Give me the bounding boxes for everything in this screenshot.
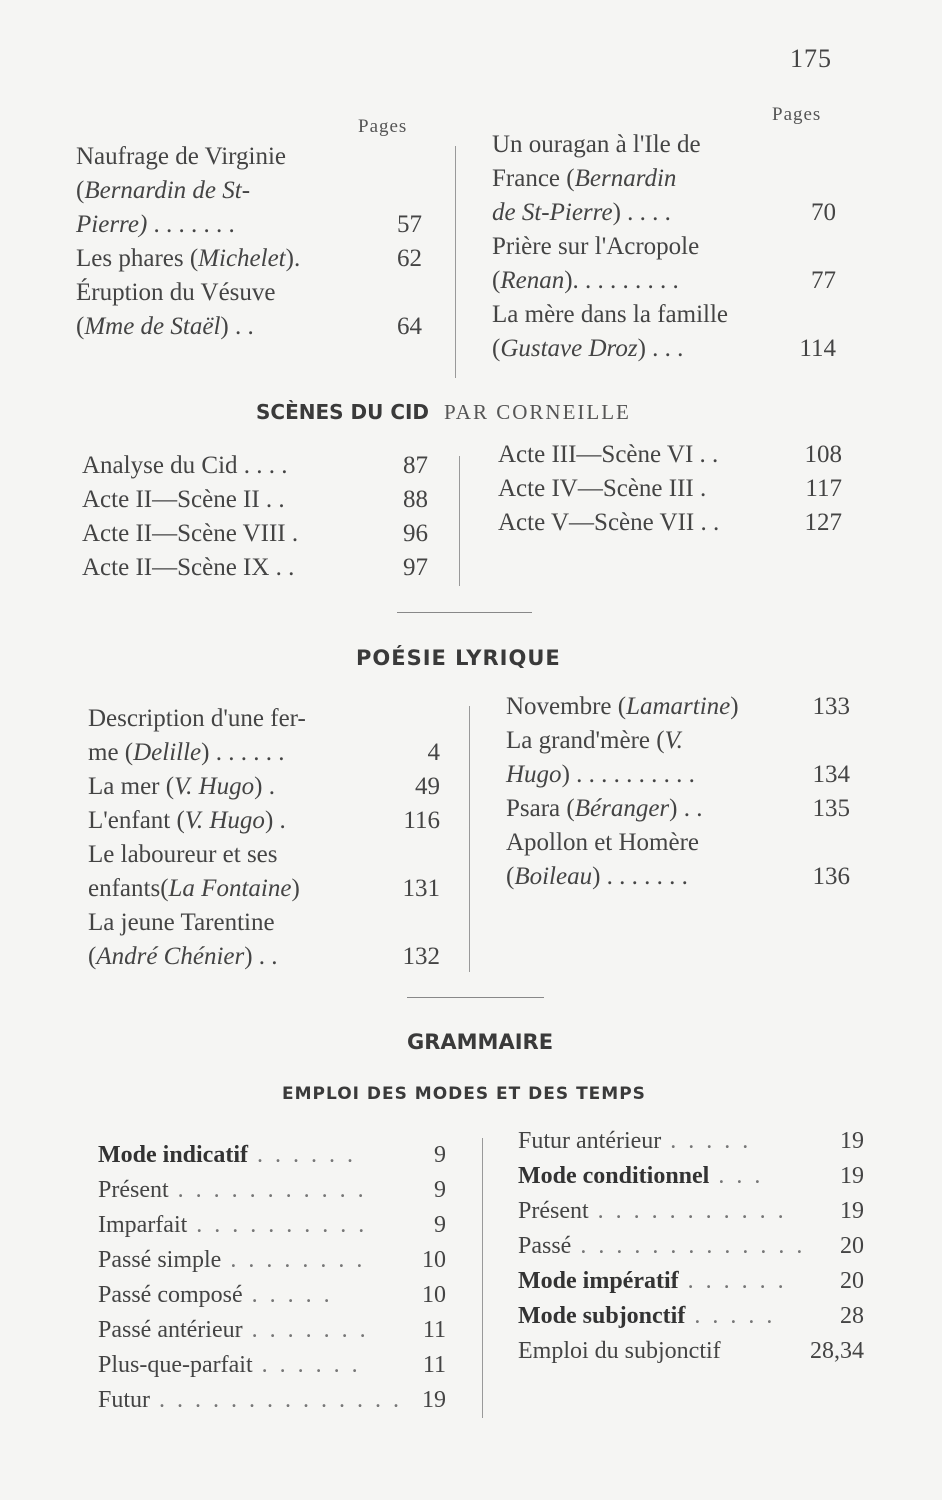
leader-dots: . . . . . . <box>252 1352 361 1378</box>
grammaire-title: GRAMMAIRE <box>407 1030 554 1054</box>
entry-title: La mère dans la famille <box>492 301 728 328</box>
toc-entry <box>82 483 428 517</box>
toc-entry <box>498 438 842 472</box>
entry-title: (Bernardin de St- <box>76 177 251 204</box>
page-number: 175 <box>790 44 832 73</box>
entry-title: Acte II—Scène VIII . <box>82 520 299 547</box>
section-divider <box>397 612 532 613</box>
toc-entry <box>88 906 440 940</box>
toc-entry <box>506 860 850 894</box>
toc-entry <box>76 276 422 310</box>
entry-title: (Gustave Droz) . . . <box>492 335 684 362</box>
toc-entry <box>76 208 422 242</box>
entry-title: enfants(La Fontaine) <box>88 875 300 902</box>
column-divider <box>469 706 470 972</box>
entry-title: Novembre (Lamartine) <box>506 693 739 720</box>
poesie-right-column <box>506 690 850 894</box>
poesie-left-column <box>88 702 440 974</box>
poesie-title: POÉSIE LYRIQUE <box>356 646 561 670</box>
toc-entry <box>492 128 836 162</box>
page-ref: 19 <box>840 1128 864 1154</box>
page-ref: 9 <box>434 1212 446 1238</box>
leader-dots: . . . . . . <box>678 1268 787 1294</box>
entry-title: Acte IV—Scène III . <box>498 475 707 502</box>
toc-entry <box>492 196 836 230</box>
page-ref: 11 <box>422 1352 446 1378</box>
page-ref: 135 <box>812 795 850 822</box>
entry-title: Mode subjonctif <box>518 1303 686 1329</box>
leader-dots: . . . . . . . . . . . <box>168 1177 367 1203</box>
page-ref: 116 <box>403 807 440 834</box>
page-ref: 77 <box>811 267 836 294</box>
entry-title: L'enfant (V. Hugo) . <box>88 807 286 834</box>
grammar-entry <box>518 1229 864 1264</box>
column-divider <box>459 456 460 586</box>
toc-entry <box>88 770 440 804</box>
leader-dots: . . . . . . . . . . . . . . <box>150 1387 403 1413</box>
page-ref: 4 <box>427 739 440 766</box>
page-ref: 88 <box>403 486 428 513</box>
toc-entry <box>492 332 836 366</box>
grammar-entry <box>98 1173 446 1208</box>
toc-entry <box>82 517 428 551</box>
page-ref: 127 <box>804 509 842 536</box>
page-ref: 108 <box>804 441 842 468</box>
page-ref: 10 <box>422 1282 446 1308</box>
leader-dots: . . . . . . <box>248 1142 356 1168</box>
entry-title: Acte II—Scène II . . <box>82 486 285 513</box>
page-ref: 132 <box>402 943 440 970</box>
page-ref: 62 <box>397 245 422 272</box>
entry-title: Futur antérieur <box>518 1128 662 1154</box>
leader-dots: . . . . . . . . . . . <box>588 1198 787 1224</box>
entry-title: France (Bernardin <box>492 165 677 192</box>
prose-left-column <box>76 140 422 344</box>
entry-title: La jeune Tarentine <box>88 909 275 936</box>
entry-title: Passé simple <box>98 1247 222 1273</box>
toc-entry <box>498 472 842 506</box>
grammar-entry <box>98 1208 446 1243</box>
entry-title: La grand'mère (V. <box>506 727 683 754</box>
entry-title: Mode indicatif <box>98 1142 248 1168</box>
entry-title: Le laboureur et ses <box>88 841 278 868</box>
page-ref: 64 <box>397 313 422 340</box>
entry-title: de St-Pierre) . . . . <box>492 199 671 226</box>
entry-title: me (Delille) . . . . . . <box>88 739 285 766</box>
page-ref: 9 <box>434 1177 446 1203</box>
toc-entry <box>492 264 836 298</box>
page-ref: 20 <box>840 1233 864 1259</box>
page-ref: 133 <box>812 693 850 720</box>
page-ref: 19 <box>840 1163 864 1189</box>
grammaire-left-column <box>98 1138 446 1418</box>
entry-title: Imparfait <box>98 1212 188 1238</box>
entry-title: Acte II—Scène IX . . <box>82 554 295 581</box>
toc-entry <box>506 724 850 758</box>
page-ref: 117 <box>805 475 842 502</box>
toc-entry <box>506 792 850 826</box>
toc-entry <box>82 551 428 585</box>
toc-entry <box>492 230 836 264</box>
entry-title: Éruption du Vésuve <box>76 279 276 306</box>
leader-dots: . . . . . . . <box>242 1317 369 1343</box>
page-ref: 28 <box>840 1303 864 1329</box>
entry-title: Psara (Béranger) . . <box>506 795 703 822</box>
grammar-entry <box>98 1383 446 1418</box>
leader-dots: . . . . . . . . . . <box>187 1212 368 1238</box>
entry-title: Un ouragan à l'Ile de <box>492 131 701 158</box>
grammar-entry <box>518 1264 864 1299</box>
grammaire-right-column <box>518 1124 864 1369</box>
page-ref: 87 <box>403 452 428 479</box>
entry-title: Naufrage de Virginie <box>76 143 286 170</box>
entry-title: Les phares (Michelet). <box>76 245 301 272</box>
toc-entry <box>498 506 842 540</box>
grammar-entry <box>518 1159 864 1194</box>
page-ref: 49 <box>415 773 440 800</box>
toc-entry <box>88 838 440 872</box>
cid-left-column <box>82 449 428 585</box>
grammar-entry <box>98 1138 446 1173</box>
entry-title: Acte III—Scène VI . . <box>498 441 719 468</box>
page-ref: 57 <box>397 211 422 238</box>
toc-entry <box>76 242 422 276</box>
toc-entry <box>76 140 422 174</box>
entry-title: Futur <box>98 1387 151 1413</box>
page-ref: 70 <box>811 199 836 226</box>
entry-title: Plus-que-parfait <box>98 1352 253 1378</box>
entry-title: Passé antérieur <box>98 1317 243 1343</box>
entry-title: Passé composé <box>98 1282 243 1308</box>
leader-dots: . . . <box>709 1163 764 1189</box>
entry-title: Description d'une fer- <box>88 705 306 732</box>
entry-title: Mode impératif <box>518 1268 679 1294</box>
toc-entry <box>76 174 422 208</box>
page-ref: 97 <box>403 554 428 581</box>
grammar-entry <box>518 1334 864 1369</box>
entry-title: Pierre) . . . . . . . <box>76 211 235 238</box>
page-ref: 134 <box>812 761 850 788</box>
entry-title: Acte V—Scène VII . . <box>498 509 720 536</box>
grammaire-subtitle: EMPLOI DES MODES ET DES TEMPS <box>282 1084 646 1104</box>
page-ref: 136 <box>812 863 850 890</box>
page-ref: 11 <box>422 1317 446 1343</box>
cid-title: SCÈNES DU CID <box>256 400 430 424</box>
page-ref: 131 <box>402 875 440 902</box>
leader-dots: . . . . . <box>685 1303 776 1329</box>
grammar-entry <box>98 1348 446 1383</box>
entry-title: Présent <box>98 1177 169 1203</box>
entry-title: Apollon et Homère <box>506 829 700 856</box>
column-divider <box>482 1138 483 1418</box>
toc-entry <box>88 872 440 906</box>
toc-entry <box>492 298 836 332</box>
pages-label-left: Pages <box>358 116 408 137</box>
toc-entry <box>76 310 422 344</box>
grammar-entry <box>98 1313 446 1348</box>
grammar-entry <box>518 1299 864 1334</box>
toc-entry <box>82 449 428 483</box>
cid-author: PAR CORNEILLE <box>444 400 631 424</box>
entry-title: Hugo) . . . . . . . . . . <box>506 761 695 788</box>
page-ref: 19 <box>840 1198 864 1224</box>
entry-title: (Renan). . . . . . . . . <box>492 267 679 294</box>
entry-title: (Boileau) . . . . . . . <box>506 863 688 890</box>
toc-entry <box>506 758 850 792</box>
toc-entry <box>88 702 440 736</box>
toc-entry <box>88 940 440 974</box>
page-ref: 19 <box>422 1387 446 1413</box>
page-ref: 114 <box>799 335 836 362</box>
toc-entry <box>506 826 850 860</box>
entry-title: Prière sur l'Acropole <box>492 233 700 260</box>
cid-heading <box>256 400 631 425</box>
toc-entry <box>492 162 836 196</box>
leader-dots: . . . . . <box>242 1282 333 1308</box>
leader-dots: . . . . . . . . . . . . . <box>571 1233 806 1259</box>
toc-entry <box>506 690 850 724</box>
grammar-entry <box>98 1243 446 1278</box>
page-ref: 9 <box>434 1142 446 1168</box>
entry-title: Passé <box>518 1233 572 1259</box>
grammar-entry <box>98 1278 446 1313</box>
pages-label-right: Pages <box>772 104 822 125</box>
page-ref: 28,34 <box>810 1338 864 1364</box>
entry-title: (Mme de Staël) . . <box>76 313 254 340</box>
page-ref: 10 <box>422 1247 446 1273</box>
leader-dots: . . . . . . . . <box>221 1247 366 1273</box>
entry-title: Emploi du subjonctif <box>518 1338 721 1364</box>
leader-dots: . . . . . <box>661 1128 752 1154</box>
prose-right-column <box>492 128 836 366</box>
column-divider <box>455 146 456 378</box>
toc-entry <box>88 736 440 770</box>
grammar-entry <box>518 1194 864 1229</box>
entry-title: Analyse du Cid . . . . <box>82 452 288 479</box>
entry-title: La mer (V. Hugo) . <box>88 773 275 800</box>
entry-title: (André Chénier) . . <box>88 943 278 970</box>
grammar-entry <box>518 1124 864 1159</box>
entry-title: Présent <box>518 1198 589 1224</box>
cid-right-column <box>498 438 842 540</box>
toc-entry <box>88 804 440 838</box>
section-divider <box>407 997 544 998</box>
page-ref: 96 <box>403 520 428 547</box>
page-ref: 20 <box>840 1268 864 1294</box>
entry-title: Mode conditionnel <box>518 1163 710 1189</box>
